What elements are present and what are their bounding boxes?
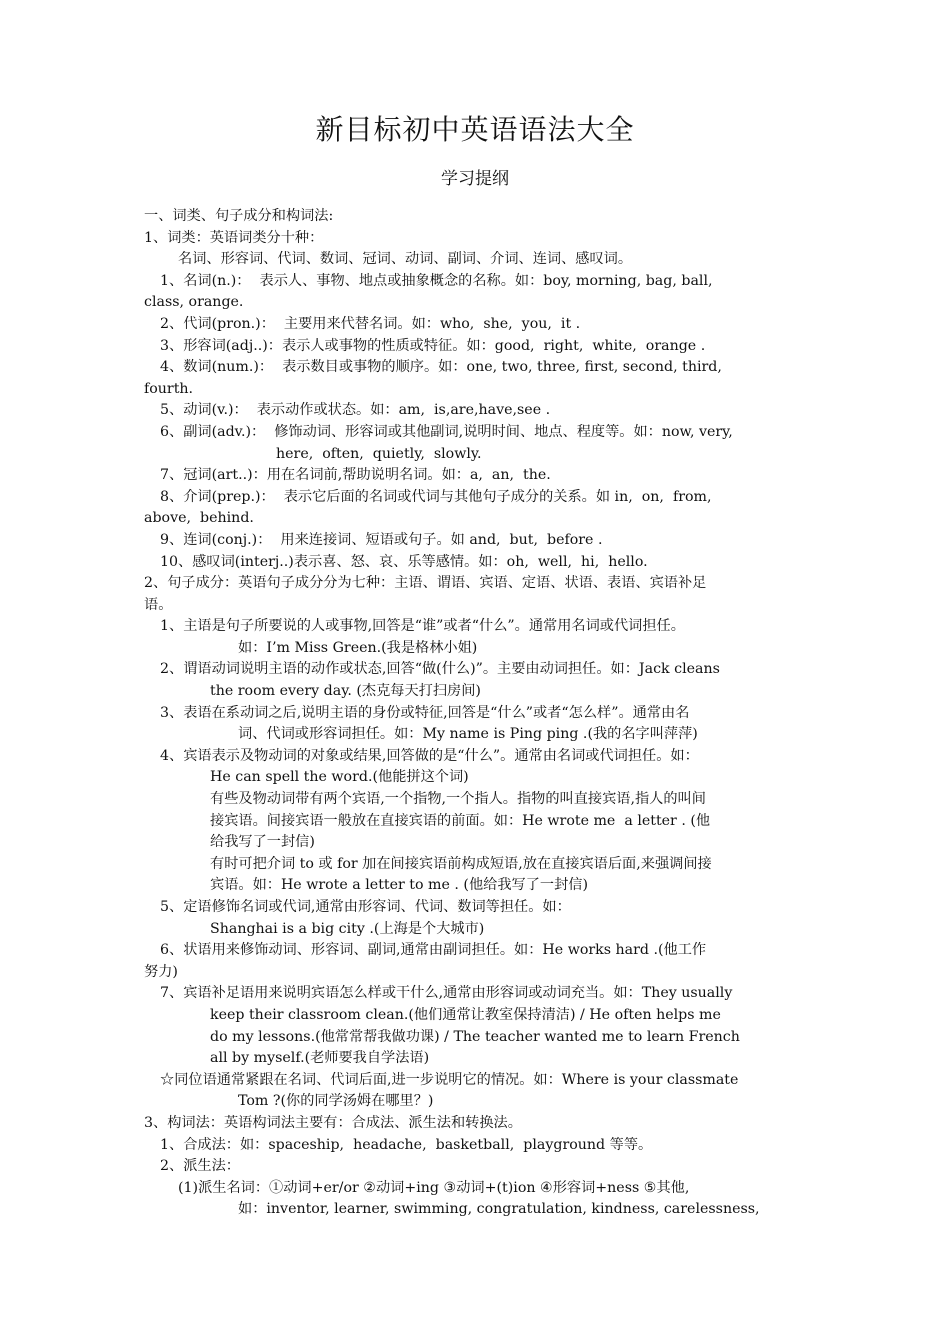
text-line: 6、副词(adv.)： 修饰动词、形容词或其他副词,说明时间、地点、程度等。如：now, very, <box>160 423 733 440</box>
text-line: 2、派生法： <box>160 1158 240 1175</box>
text-line: 4、数词(num.)： 表示数目或事物的顺序。如：one, two, three, first, second, third, <box>160 359 722 376</box>
text-line: 接宾语。间接宾语一般放在直接宾语的前面。如：He wrote me a letter . (他 <box>210 812 711 829</box>
text-line: He can spell the word.(他能拼这个词) <box>210 769 469 786</box>
text-line: 努力) <box>144 963 178 980</box>
text-line: 6、状语用来修饰动词、形容词、副词,通常由副词担任。如：He works hard .(他工作 <box>160 942 707 959</box>
text-line: 3、构词法：英语构词法主要有：合成法、派生法和转换法。 <box>144 1114 522 1131</box>
text-line: 1、主语是句子所要说的人或事物,回答是“谁”或者“什么”。通常用名词或代词担任。 <box>160 618 685 635</box>
text-line: 4、宾语表示及物动词的对象或结果,回答做的是“什么”。通常由名词或代词担任。如： <box>160 747 699 764</box>
text-line: Shanghai is a big city .(上海是个大城市) <box>210 920 485 937</box>
text-line: 8、介词(prep.)： 表示它后面的名词或代词与其他句子成分的关系。如 in, on, from, <box>160 488 712 505</box>
document-title: 新目标初中英语语法大全 <box>315 113 635 146</box>
text-line: 词、代词或形容词担任。如：My name is Ping ping .(我的名字叫萍萍) <box>238 726 698 743</box>
text-line: 1、合成法：如：spaceship, headache, basketball, playground 等等。 <box>160 1136 653 1153</box>
text-line: 5、动词(v.)： 表示动作或状态。如：am, is,are,have,see . <box>160 402 551 419</box>
text-line: 2、句子成分：英语句子成分分为七种：主语、谓语、宾语、定语、状语、表语、宾语补足 <box>144 575 707 592</box>
text-line: fourth. <box>144 380 194 397</box>
text-line: 10、感叹词(interj..)表示喜、怒、哀、乐等感情。如：oh, well, hi, hello. <box>160 553 648 570</box>
text-line: 有时可把介词 to 或 for 加在间接宾语前构成短语,放在直接宾语后面,来强调间接 <box>210 855 712 872</box>
text-line: keep their classroom clean.(他们通常让教室保持清洁) / He often helps me <box>210 1006 721 1023</box>
text-line: 有些及物动词带有两个宾语,一个指物,一个指人。指物的叫直接宾语,指人的叫间 <box>210 791 706 808</box>
text-line: 一、词类、句子成分和构词法: <box>144 208 334 224</box>
text-line: 名词、形容词、代词、数词、冠词、动词、副词、介词、连词、感叹词。 <box>178 251 633 268</box>
text-line: ☆同位语通常紧跟在名词、代词后面,进一步说明它的情况。如：Where is your classmate <box>160 1071 739 1088</box>
text-line: 3、表语在系动词之后,说明主语的身份或特征,回答是“什么”或者“怎么样”。通常由名 <box>160 704 690 721</box>
text-line: 7、冠词(art..)：用在名词前,帮助说明名词。如：a, an, the. <box>160 467 551 484</box>
text-line: 3、形容词(adj..)：表示人或事物的性质或特征。如：good, right, white, orange . <box>160 337 706 354</box>
text-line: 1、名词(n.)： 表示人、事物、地点或抽象概念的名称。如：boy, morning, bag, ball, <box>160 272 713 289</box>
text-line: 宾语。如：He wrote a letter to me . (他给我写了一封信) <box>210 877 588 894</box>
document-body <box>144 206 808 1221</box>
text-line: 5、定语修饰名词或代词,通常由形容词、代词、数词等担任。如： <box>160 899 571 915</box>
text-line: (1)派生名词：①动词+er/or ②动词+ing ③动词+(t)ion ④形容词+ness ⑤其他, <box>178 1179 690 1196</box>
text-line: 如：I’m Miss Green.(我是格林小姐) <box>238 639 478 656</box>
text-line: 给我写了一封信) <box>210 834 315 851</box>
text-line: all by myself.(老师要我自学法语) <box>210 1050 430 1067</box>
text-line: do my lessons.(他常常帮我做功课) / The teacher wanted me to learn French <box>210 1028 740 1045</box>
text-line: 2、谓语动词说明主语的动作或状态,回答“做(什么)”。主要由动词担任。如：Jack cleans <box>160 661 720 678</box>
text-line: 7、宾语补足语用来说明宾语怎么样或干什么,通常由形容词或动词充当。如：They usually <box>160 985 733 1002</box>
text-line: 2、代词(pron.)： 主要用来代替名词。如：who, she, you, it . <box>160 315 581 332</box>
text-line: the room every day. (杰克每天打扫房间) <box>210 683 481 700</box>
text-line: 语。 <box>144 596 173 613</box>
text-line: here, often, quietly, slowly. <box>276 445 482 462</box>
text-line: above, behind. <box>144 510 254 527</box>
text-line: Tom ?(你的同学汤姆在哪里？) <box>238 1093 434 1110</box>
text-line: 9、连词(conj.)： 用来连接词、短语或句子。如 and, but, before . <box>160 531 603 548</box>
text-line: 1、词类：英语词类分十种： <box>144 229 324 246</box>
text-line: class, orange. <box>144 294 244 311</box>
text-line: 如：inventor, learner, swimming, congratulation, kindness, carelessness, <box>238 1201 760 1218</box>
document-subtitle: 学习提纲 <box>441 169 509 189</box>
